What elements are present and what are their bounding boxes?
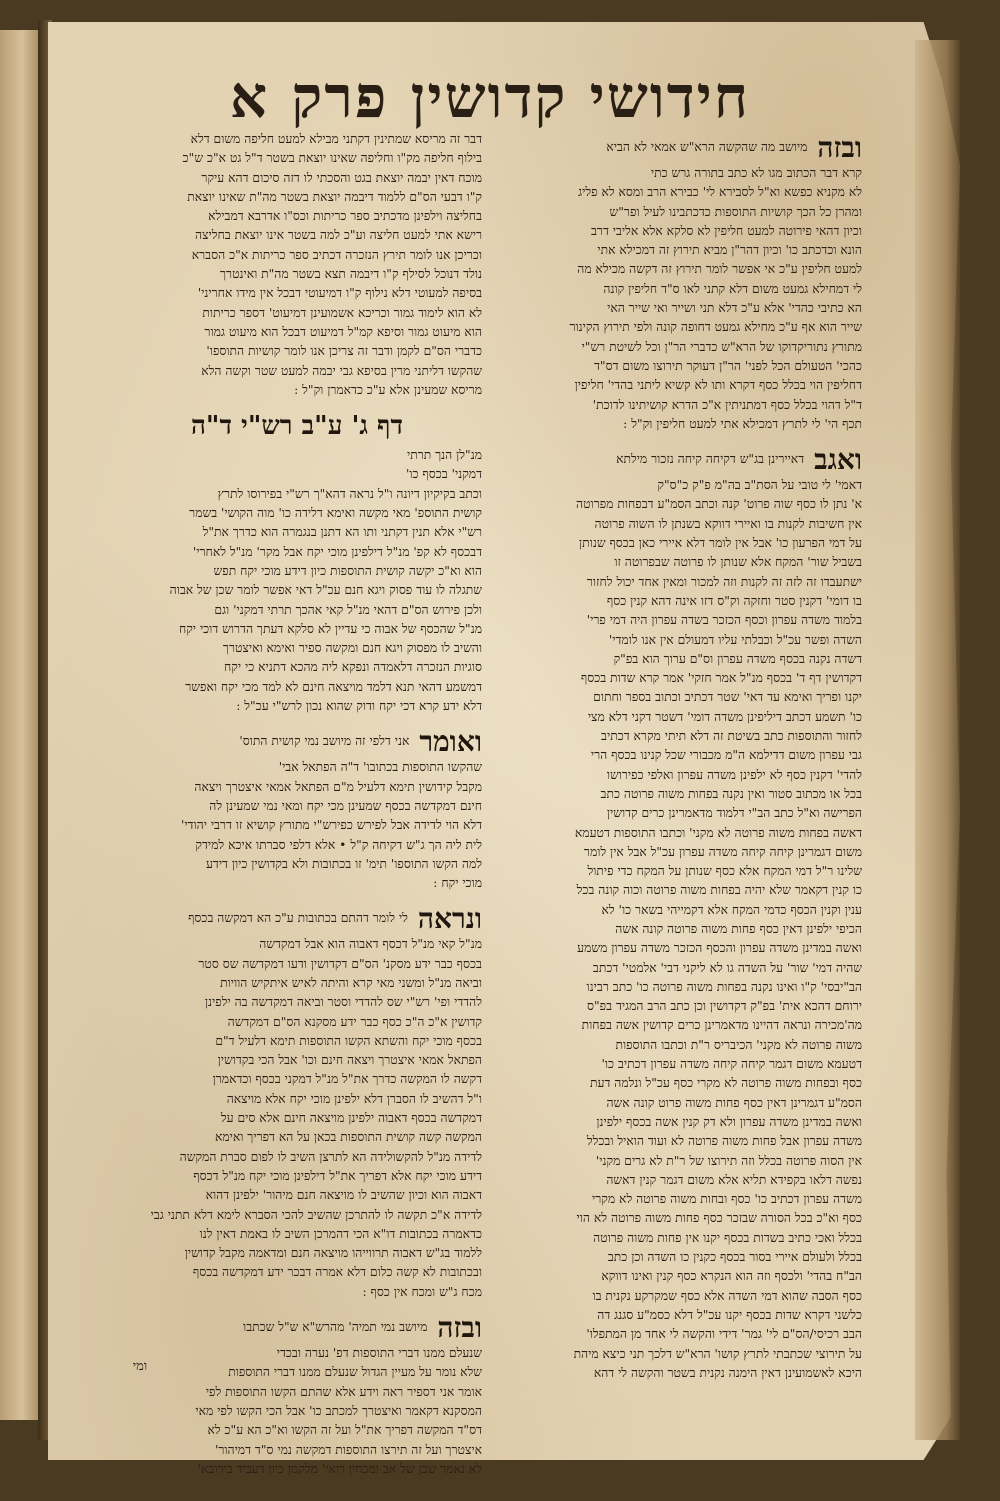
text-line: וכריכן אנו לומר תירץ הנזכרה דכתיב ספר כריתות א"כ הסברא: [191, 247, 482, 262]
catchword: ומי: [132, 1359, 148, 1374]
line-text: דאיירינן בג"ש דקיחה קיחה נזכור מילתא: [616, 452, 805, 467]
text-line: בו דומי' דקנין סטר וחזקה וק"ס דזו אינה דהא קנין כסף: [606, 593, 862, 608]
text-line: וכתב בקיקיון דיונה ו"ל נראה דהא"ך רש"י בפירוסו לתרץ: [217, 486, 482, 501]
section-heading: ואומר: [419, 724, 482, 758]
text-line: כו קנין דקאמר שלא יהיה בפחות משוה פרוטה וכוה קונה בכל: [576, 883, 862, 898]
text-line: קרא דבר הכתוב מגו לא כתב בתורה גרש כתי: [650, 166, 862, 180]
text-line: ו"ל דהשיב לו הסברן דלא ילפינן מוכי יקח אלא מויצאה: [226, 1091, 482, 1106]
text-line: השדה ופשר עכ"ל וכבלתי עליו דמעולם אין אנו לומדי': [608, 632, 862, 647]
adjacent-page-edge: [0, 30, 42, 1420]
text-line: מוכי יקח :: [433, 876, 482, 891]
text-line: משדה עפרון אבל פחות משוה פרוטה לא ועוד הואיל ובכלל: [586, 1134, 862, 1149]
text-line: וביאה מנ"ל ומשני מאי קרא והיתה לאיש איתקיש הוויות: [220, 975, 482, 990]
text-line: אין הסוה פרוטה בכלל וזה תירוצו של ר"ת לא גרים מקני': [595, 1153, 862, 1168]
text-line: מקבל קידושין תימא דלעיל מ"ם הפתאל אמאי איצטרך ויצאה: [194, 779, 482, 794]
text-line: שהקשו התוספות בכתובו' ד"ה הפתאל אבי': [278, 760, 482, 775]
text-line: הפרישה וא"ל כתב הב"י דלמוד מדאמרינן כרים קדושין: [606, 806, 862, 821]
worn-page-edge: [915, 40, 960, 1440]
text-line: לית ליה הך ג"ש דקיחה ק"ל • אלא דלפי סברתו איכא למידק: [195, 837, 482, 852]
text-line: לדידה מנ"ל להקשולידה הא לתרצן השיב לו לפום סברת המקשה: [179, 1149, 482, 1164]
text-line: אומר אני דספיר ראה וידע אלא שהתם הקשו התוספות לפי: [205, 1384, 482, 1399]
text-line: [112, 1310, 482, 1344]
text-line: מוכח דאין יבמה יוצאת בגט והסכתי לו דזה סיכום דהא עיקר: [201, 170, 482, 185]
text-line: נולד דנוכל לסילף ק"ו דיבמה תצא בשטר מה"ת ואינטרך: [219, 267, 482, 282]
text-line: חינם דמקדשה בכסף שמעינן מכי יקח ומאי נמי שמעינן לה: [209, 798, 482, 813]
text-line: והשיב לו מפסוק ויגא חנם ומקשה ספיר ואימא ואיצטרך: [222, 641, 482, 656]
right-column: [492, 130, 862, 1391]
daf-reference: דף ג' ע"ב רש"י ד"ה: [190, 411, 404, 442]
text-line: שלינו ר"ל דמי המקח אלא כסף שנותן על המקח כדי פיתול: [587, 864, 862, 879]
text-line: מתורץ נתוריקדוקו של הרא"ש כדברי הר"ן וכל לשיטת רש"י: [581, 339, 862, 354]
text-line: לחזור והתוספות כתב בשיטת זה דלא תיתי מקרא דכתיב: [601, 729, 862, 744]
text-line: בשביל שור' המקח אלא שנותן לו פרוטה שבפרוטה זו: [614, 555, 862, 570]
line-text: אני דלפי זה מיושב נמי קושית התוס': [239, 734, 410, 749]
text-line: הכיפי ילפינן דאין כסף פחות משוה פרוטה קונה אשה: [615, 921, 862, 936]
text-line: למה הקשו התוספו' תימ' זו בכתובות ולא בקדושין כיון דידע: [205, 856, 482, 871]
text-line: רישא אתי למעט חליצה וע"כ למה בשטר אינו יוצאת בחליצה: [195, 228, 482, 243]
text-line: שהקשו דליתני מרין בסיפא גבי יבמה למעט שטר וקשה הלא: [201, 363, 482, 378]
line-text: לי לומר דהתם בכתובות ע"כ הא דמקשה בכסף: [188, 911, 408, 926]
text-line: להדדי ופי' רש"י שס להדדי וסטר וביאה דמקדשה בה ילפינן: [204, 995, 482, 1010]
text-line: מנ"ל קאי מנ"ל דכסף דאבוה הוא אבל דמקדשה: [259, 937, 482, 952]
text-line: שלא נומר על מעיין הגדול שנעלם ממנו דברי התוספות: [228, 1365, 482, 1380]
text-line: תכף הי' לי לתרץ דמכילא אתי למעט חליפין וק"ל :: [623, 416, 862, 431]
text-line: לא הוא לימוד גמור וכריכא אשמועינן דמיעוט' דספר כריתות: [202, 305, 482, 320]
text-line: קושית התוספ' מאי מקשה ואימא דלידה כו' מוה הקושי' בשמר: [189, 506, 482, 521]
text-line: בכסף כבר ידע מסקנ' הס"ם דקדושין ודעו דמקדשה שס סטר: [198, 956, 482, 971]
text-line: בכל או מכתוב סטור ואין נקנה בפחות משוה פרוטה כתב: [600, 786, 862, 801]
text-line: ירוחם דהכא אית' בפ"ק דקדושין וכן כתב הרב המגיד בפ"ס: [587, 999, 862, 1014]
text-line: בחליצה וילפינן מדכתיב ספר כריתות וכס"ו אדרבא דמבילא: [208, 209, 482, 224]
section-heading: ונראה: [417, 901, 482, 935]
text-line: מה'מכירה ונראה דהיינו מדאמרינן כרים קדושין אשה בפחות: [581, 1018, 862, 1033]
text-line: בכלל ואכי כתיב בשדות בכסף יקנו אין פחות משוה פרוטה: [593, 1230, 862, 1245]
text-line: ולכן פירוש הס"ם דהאי מנ"ל קאי אהכך תרתי דמקני' וגם: [214, 602, 482, 617]
text-line: [112, 901, 482, 935]
text-line: משוה פרוטה לא מקני' הכיבריס ר"ת וכתבו התוספות: [615, 1037, 862, 1052]
text-line: היכא לאשמועינן דאין הימנה נקנית בשטר והקשה לי דהא: [593, 1365, 862, 1380]
text-line: דידע מוכי יקח אלא דפריך את"ל דילפינן מוכי יקח מנ"ל דכסף: [193, 1168, 482, 1183]
text-line: הבב רכיסי/הס"ם לי' גמר' דידי והקשה לי אחד מן המתפלו': [586, 1327, 862, 1342]
text-line: כסף ובפחות משוה פרוטה לא מקרי כסף עכ"ל ונלמה דעת: [590, 1076, 862, 1091]
text-line: המקשה קשה קושית התוספות בכאן על הא דפריך ואימא: [214, 1130, 482, 1145]
text-line: כלשני דקרא שדות בכסף יקנו עכ"ל דלא כסמ"ע סגנג דה: [597, 1307, 862, 1322]
left-column: [112, 130, 482, 1487]
text-line: להדי' דקנין כסף לא ילפינן משדה עפרון ואלפי כפירושו: [606, 767, 862, 782]
text-line: הב"ח בהדי' ולכסף וזה הוא הנקרא כסף קנין ואינו דווקא: [601, 1269, 862, 1284]
text-line: כו' תשמע דכתב דיליפינן משדה דומי' דשטר דקני דלא מצי: [587, 709, 862, 724]
text-section: [112, 408, 482, 716]
text-line: דבר זה מריסא שמתינין דקתני מבילא למעט חליפה משום דלא: [190, 132, 482, 146]
text-line: המסקנא דקאמר ואיצטרך למכתב כו' אבל הכי הקשו לפי מאי: [195, 1403, 482, 1418]
text-line: רש"י אלא תנין דקתני ותו הא דתנן בנגמרה הוא כדרך את"ל: [202, 525, 482, 540]
text-line: [492, 130, 862, 164]
text-line: מריסא שמעינן אלא ע"כ כדאמרן וק"ל :: [294, 382, 482, 397]
text-line: ישתעבדו זה לזה זה לקנות וזה למכור ומאין אחד יכול לחזור: [586, 574, 862, 589]
text-line: ואשה במדינן משדה עפרון והכסף הכזכר משדה עפרון משמע: [577, 941, 862, 956]
text-line: ללמוד בג"ש דאבוה תרווייהו מויצאה חנם ומדאמה מקבל קדושין: [184, 1246, 482, 1261]
text-line: לא מקניא כפשא וא"ל לסבירא לי' כבירא הרב ומסא לא פליג: [578, 185, 862, 200]
text-line: דחליפין הוי בכלל כסף דקרא ותו לא קשיא ליתני בהדי' חליפין: [574, 378, 862, 393]
text-line: דלא הוי לדידה אבל לפירש כפירש"י מתורץ קושיא זו דרבי יהודי': [180, 818, 482, 833]
text-line: על דמי הפרעון כו' אבל אין לומר דלא איירי כאן בכסף שנותן: [579, 536, 862, 551]
text-line: בסיפה למעוטי דלא נילוף ק"ו דמיעוטי דבכל אין מידו אחריני': [197, 286, 482, 301]
text-line: הונא וכדכתב כו' וכיון דהר"ן מביא תירוץ זה דמכילא אתי: [597, 243, 862, 258]
page-title: חידושי קדושין פרק א: [229, 63, 751, 131]
text-line: הב"יבסי' ק"ו ואינו נקנה בפחות משוה פרוטה כו' כתב רבינו: [586, 979, 862, 994]
text-line: דקדושין דף ד' בכסף מנ"ל אמר חזקי' אמר קרא שדות בכסף: [580, 671, 862, 686]
text-line: מכח ג"ש ומכח אין כסף :: [362, 1284, 482, 1299]
text-line: הפתאל אמאי איצטרך ויצאה חינם וכו' אבל הכי בקדושין: [217, 1053, 482, 1068]
section-heading: ואגב: [814, 442, 862, 476]
text-line: למעט חליפין ע"כ אי אפשר לומר תירוץ זה דקשה מכילא מה: [577, 262, 862, 277]
text-line: הסמ"ע דגמרינן דאין כסף פחות משוה פרוט קונה אשה: [606, 1095, 862, 1110]
text-line: דטעמא משום דגמר קיחה קיחה משדה עפרון דכתיב כו': [601, 1057, 862, 1072]
text-section: [112, 901, 482, 1302]
text-line: שתגלה לו עוד פסוק ויגא חנם עכ"ל דאי אפשר לומר שכן של אבוה: [169, 583, 482, 598]
text-line: בילוף חליפה מק"ו וחליפה שאינו יוצאת בשטר ד"ל גט א"כ ש"כ: [182, 151, 482, 166]
text-line: כהכי' הטעולם הכל לפני' הר"ן דעוקר תירוצו משום דס"ד: [594, 358, 862, 373]
text-line: דאמי' לי טובי על הסת"ב בה"מ פ"ק כ"ס"ק: [657, 478, 862, 493]
text-line: לי דמחילא גמעט משום דלא קתני לאו ס"ד חליפין קונה: [603, 281, 862, 296]
text-line: ובכתובות לא קשה כלום דלא אמרה דבכר ידע דמקדשה בכסף: [192, 1265, 482, 1280]
text-line: דמקדשה בכסף דאבוה ילפינן מויצאה חינם אלא סים על: [220, 1111, 482, 1126]
text-line: ומהרן כל הכך קושיות התוספות כדכתבינו לעיל ופר"ש: [609, 204, 862, 219]
line-text: מיושב נמי תמיה' מהרש"א ש"ל שכתבו: [243, 1320, 428, 1335]
text-line: ואשה במדינן משדה עפרון ולא דק קנין אשה בכסף ילפינן: [596, 1114, 862, 1129]
text-line: דמשמע דהאי תנא דלמד מויצאה חינם לא למד מכי יקח ואפשר: [185, 679, 482, 694]
text-line: דלא ידע קרא דכי יקח ודוק שהוא נכון לרש"י עכ"ל :: [236, 699, 482, 714]
text-line: כסף הסבה שהוא דמי השדה אלא כסף שמקרקע נקנית בו: [592, 1288, 862, 1303]
text-section: [112, 130, 482, 400]
text-line: דשדה נקנה בכסף משדה עפרון וס"ם ערוך הוא בפ"ק: [613, 651, 862, 666]
text-line: סוגיות הנזכרה דלאמדה ונפקא ליה מהכא דתניא כי יקח: [224, 660, 482, 675]
text-line: קדושין א"כ ה"כ כסף כבר ידע מסקנא הס"ם דמקדשה: [227, 1014, 482, 1029]
text-line: נפשה דלאו בקפידא תליא אלא משום דגמר קנין דאשה: [606, 1172, 862, 1187]
text-line: לדידה א"כ תקשה לו להתרכן שהשיב להכי הסברא לימא דלא תתני גבי: [150, 1207, 482, 1222]
text-line: [492, 442, 862, 476]
text-line: כדברי הס"ם לקמן ודבר זה צריכן אנו לומר קושיות התוספו': [206, 344, 482, 359]
text-line: כסף וא"כ בכל הסורה שבזכר כסף פחות משוה פרוטה לא הוי: [576, 1211, 862, 1226]
text-line: בכלל ולעולם איירי בסור בכסף כקנין כו השדה וכן כתב: [607, 1250, 862, 1265]
text-line: דקשה לו המקשה כדרך את"ל מנ"ל דמקני בכסף וכדאמרן: [212, 1072, 482, 1087]
text-line: מנ"ל שהכסף של אבוה כי עדיין לא סלקא דעתך הדרוש דוכי יקח: [178, 621, 482, 636]
text-line: דמקני' בכסף כו': [405, 467, 482, 482]
text-line: בלמוד משדה עפרון וכסף הכזכר בשדה עפרון היה דמי פרי': [586, 613, 862, 628]
text-section: [492, 442, 862, 1383]
text-line: הא כתיבי כהדי' אלא ע"כ דלא תני ושייר ואי שייר האי: [607, 301, 862, 316]
text-line: משום דגמרינן קיחה קיחה משדה עפרון עכ"ל אבל אין לומר: [583, 844, 862, 859]
text-line: [112, 724, 482, 758]
line-text: מיושב מה שהקשה הרא"ש אמאי לא הביא: [606, 140, 808, 154]
text-line: שנעלם ממנו דברי התוספות דפ' נערה ובכדי: [276, 1346, 482, 1361]
text-section: [112, 724, 482, 893]
text-line: משדה עפרון דכתיב כו' כסף ובחות משוה פרוטה לא מקרי: [592, 1192, 862, 1207]
text-line: לא נאמר שכן של אב ומכחין רואי' מלקמן כיון דעביד בירובא': [197, 1461, 482, 1476]
text-line: דאשה בפחות משוה פרוטה לא מקני' וכתבו התוספות דטעמא: [574, 825, 862, 840]
text-line: דאבוה הוא וכיון שהשיב לו מויצאה חנם מיהור' ילפינן דהוא: [205, 1188, 482, 1203]
text-line: גבי עפרון משום דדילמא ה"מ מכבורי שכל קנינו בכסף הרי: [590, 748, 862, 763]
text-line: יקנו ופריך ואימא עד דאי' שטר דכתיב וכתוב בספר וחתום: [593, 690, 862, 705]
text-line: איצטרך ועל זה תירצו התוספות דמקשה נמי ס"ד דמיהור': [214, 1442, 482, 1457]
text-line: דבכסף לא קפ' מנ"ל דילפינן מוכי יקח אבל מקר' מנ"ל לאחרי': [192, 544, 482, 559]
text-line: בכסף מוכי יקח והשתא הקשו התוספות תימא דלעיל ד"ם: [215, 1033, 482, 1048]
text-line: שהיה דמי' שור' על השדה גו לא ליקני דבי' אלמטי' דכתב: [592, 960, 862, 975]
text-line: על תירוצי שכתבתי לתרץ קושו' הרא"ש דלכך תני כיצא מיהת: [573, 1346, 862, 1361]
text-line: ד"ל דהוי בכלל כסף דמתניתין א"כ הדרא קושיתינו לדוכת': [592, 397, 862, 412]
text-line: ענין וקנין הכסף כדמי המקח אלא דקמייהי בשאר כו' לא: [601, 902, 862, 917]
text-line: דס"ד המקשה דפריך את"ל ועל זה הקשו וא"כ הא ע"כ לא: [207, 1423, 482, 1438]
text-line: ק"ו דבעי הס"ם ללמוד דיבמה יוצאת בשטר מה"ת שאינו יוצאת: [187, 189, 482, 204]
text-line: הוא מיעוט גמור וסיפא קמ"ל דמיעוט דבכל הוא מיעוט גמור: [204, 324, 482, 339]
text-section: [492, 130, 862, 434]
text-line: הוא וא"כ יקשה קושית התוספות כיון דידע מוכי יקח תפש: [213, 563, 482, 578]
text-line: כדאמרה בכתובות דו"א הכי דהמרכן השיב לו באמת דאין לנו: [199, 1226, 482, 1241]
section-heading: ובזה: [437, 1310, 482, 1344]
text-line: אין חשיבות לקנות בו ואיירי דווקא בשנתן לו השוה פרוטה: [594, 516, 862, 531]
text-line: מנ"לן הנך תרתי: [406, 448, 482, 463]
text-line: וכיון דהאי פירוטה למעט חליפין לא סלקא אלא אליבי דרב: [590, 223, 862, 238]
text-section: [112, 1310, 482, 1479]
text-line: שייר הוא אף ע"כ מחילא גמעט דחופה קונה ולפי תירוץ הקינור: [569, 320, 862, 335]
text-line: א' נתן לו כסף שוה פרוט' קנה וכתב הסמ"ע דבפחות מפרוטה: [576, 497, 862, 512]
section-heading: ובזה: [817, 130, 862, 164]
